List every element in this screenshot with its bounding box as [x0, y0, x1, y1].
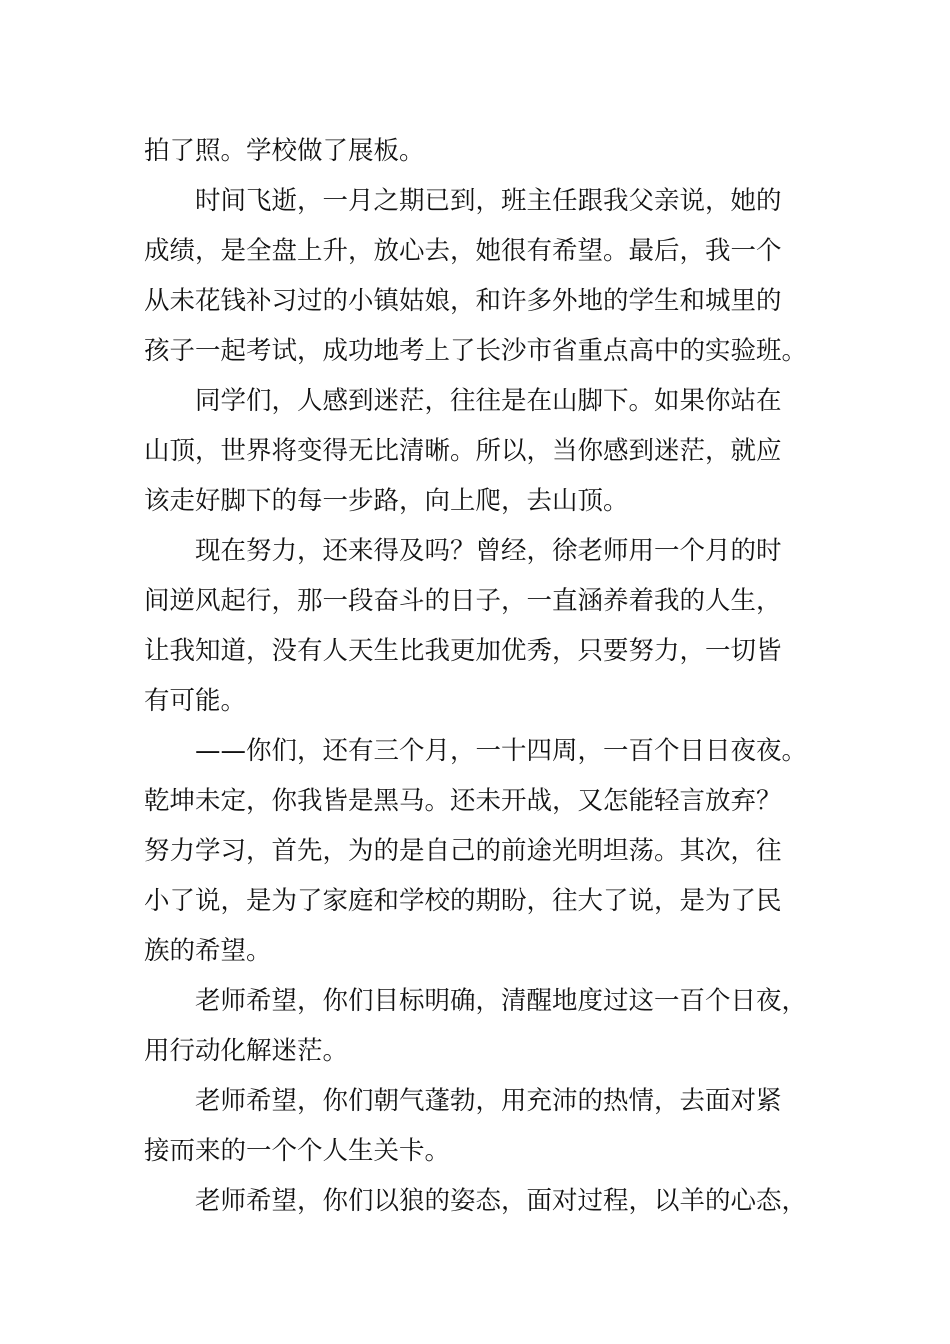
text-line: 拍了照。学校做了展板。	[144, 136, 425, 166]
text-line: 族的希望。	[144, 936, 272, 966]
text-line: 努力学习，首先，为的是自己的前途光明坦荡。其次，往	[144, 836, 782, 866]
text-line: 现在努力，还来得及吗？曾经，徐老师用一个月的时	[195, 536, 782, 566]
body-text	[144, 126, 814, 1226]
text-line: 接而来的一个个人生关卡。	[144, 1136, 451, 1166]
text-line: 从未花钱补习过的小镇姑娘，和许多外地的学生和城里的	[144, 286, 782, 316]
text-line: 间逆风起行，那一段奋斗的日子，一直涵养着我的人生，	[144, 586, 782, 616]
text-line: 该走好脚下的每一步路，向上爬，去山顶。	[144, 486, 629, 516]
text-line: 有可能。	[144, 686, 247, 716]
text-line: ——你们，还有三个月，一十四周，一百个日日夜夜。	[195, 736, 808, 766]
text-line: 小了说，是为了家庭和学校的期盼，往大了说，是为了民	[144, 886, 782, 916]
text-line: 乾坤未定，你我皆是黑马。还未开战，又怎能轻言放弃？	[144, 786, 782, 816]
text-line: 同学们，人感到迷茫，往往是在山脚下。如果你站在	[195, 386, 782, 416]
text-line: 老师希望，你们朝气蓬勃，用充沛的热情，去面对紧	[195, 1086, 782, 1116]
text-line: 孩子一起考试，成功地考上了长沙市省重点高中的实验班。	[144, 336, 808, 366]
text-line: 老师希望，你们目标明确，清醒地度过这一百个日夜，	[195, 986, 808, 1016]
text-line: 山顶，世界将变得无比清晰。所以，当你感到迷茫，就应	[144, 436, 782, 466]
text-line: 老师希望，你们以狼的姿态，面对过程，以羊的心态，	[195, 1186, 808, 1216]
text-line: 时间飞逝，一月之期已到，班主任跟我父亲说，她的	[195, 186, 782, 216]
text-line: 成绩，是全盘上升，放心去，她很有希望。最后，我一个	[144, 236, 782, 266]
text-line: 让我知道，没有人天生比我更加优秀，只要努力，一切皆	[144, 636, 782, 666]
text-line: 用行动化解迷茫。	[144, 1036, 349, 1066]
